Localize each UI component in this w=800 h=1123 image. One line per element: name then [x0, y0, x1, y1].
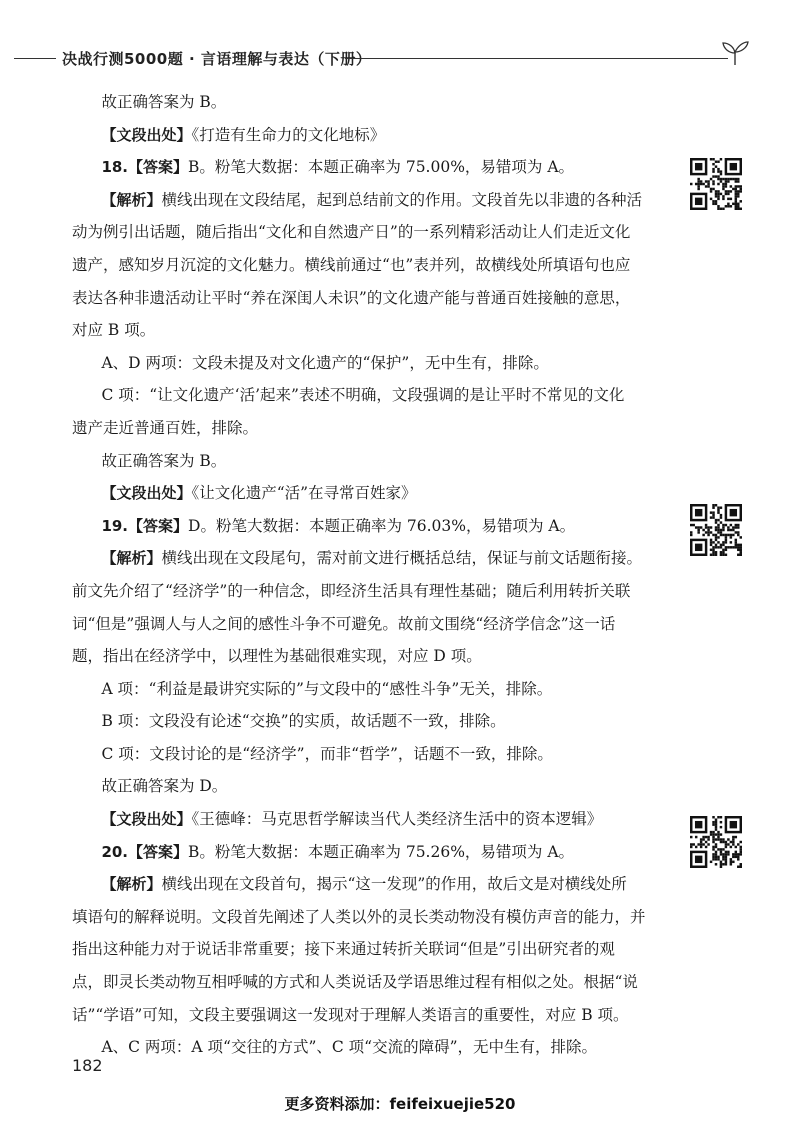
text-line [72, 412, 664, 445]
book-title: 决战行测5000题 · 言语理解与表达（下册） [62, 50, 372, 68]
text-line [72, 608, 664, 641]
text-line [72, 542, 664, 575]
text-line [72, 282, 664, 315]
line-text: 点，即灵长类动物互相呼喊的方式和人类说话及学语思维过程有相似之处。根据“说 [72, 973, 638, 992]
qr-code-question-18[interactable] [690, 158, 742, 210]
text-line [72, 216, 664, 249]
text-line [72, 184, 664, 217]
line-text: 横线出现在文段结尾，起到总结前文的作用。文段首先以非遗的各种活 [161, 190, 642, 209]
section-tag: 18.【答案】 [101, 158, 189, 177]
text-line [72, 347, 664, 380]
section-tag: 【解析】 [101, 875, 162, 894]
line-text: 前文先介绍了“经济学”的一种信念，即经济生活具有理性基础；随后利用转折关联 [72, 581, 631, 600]
running-header [0, 40, 800, 74]
text-line [72, 933, 664, 966]
section-tag: 【解析】 [101, 190, 162, 209]
answer-explanations [72, 86, 664, 1064]
line-text: 《王德峰：马克思哲学解读当代人类经济生活中的资本逻辑》 [191, 810, 603, 829]
qr-code-question-19[interactable] [690, 504, 742, 556]
section-tag: 【文段出处】 [101, 484, 192, 503]
header-rule-left [14, 58, 56, 59]
line-text: 填语句的解释说明。文段首先阐述了人类以外的灵长类动物没有模仿声音的能力，并 [72, 907, 646, 926]
text-line [72, 803, 664, 836]
section-tag: 19.【答案】 [101, 516, 189, 535]
text-line [72, 673, 664, 706]
line-text: B 项：文段没有论述“交换”的实质，故话题不一致，排除。 [101, 712, 506, 731]
line-text: 话”“学语”可知，文段主要强调这一发现对于理解人类语言的重要性，对应 B 项。 [72, 1005, 629, 1024]
text-line [72, 249, 664, 282]
section-tag: 【文段出处】 [101, 125, 192, 144]
text-line [72, 738, 664, 771]
line-text: 动为例引出话题，随后指出“文化和自然遗产日”的一系列精彩活动让人们走近文化 [72, 223, 631, 242]
text-line [72, 151, 664, 184]
text-line [72, 868, 664, 901]
line-text: 故正确答案为 B。 [101, 93, 227, 111]
line-text: D。粉笔大数据：本题正确率为 76.03%，易错项为 A。 [188, 516, 576, 535]
text-line [72, 901, 664, 934]
text-line [72, 119, 664, 152]
text-line [72, 770, 664, 803]
line-text: A、D 两项：文段未提及对文化遗产的“保护”，无中生有，排除。 [101, 353, 549, 372]
text-line [72, 445, 664, 478]
text-line [72, 836, 664, 869]
line-text: 故正确答案为 D。 [101, 777, 228, 796]
line-text: A、C 两项：A 项“交往的方式”、C 项“交流的障碍”，无中生有，排除。 [101, 1038, 598, 1057]
text-line [72, 966, 664, 999]
line-text: 指出这种能力对于说话非常重要；接下来通过转折关联词“但是”引出研究者的观 [72, 940, 615, 959]
line-text: 词“但是”强调人与人之间的感性斗争不可避免。故前文围绕“经济学信念”这一话 [72, 614, 616, 633]
text-line [72, 640, 664, 673]
text-line [72, 999, 664, 1032]
line-text: 横线出现在文段尾句，需对前文进行概括总结，保证与前文话题衔接。 [161, 549, 642, 568]
line-text: 遗产走近普通百姓，排除。 [72, 418, 259, 437]
line-text: 《打造有生命力的文化地标》 [191, 125, 386, 144]
line-text: 题，指出在经济学中，以理性为基础很难实现，对应 D 项。 [72, 647, 482, 666]
line-text: 对应 B 项。 [72, 321, 156, 340]
section-tag: 20.【答案】 [101, 842, 189, 861]
sprout-icon [720, 40, 750, 66]
text-line [72, 379, 664, 412]
text-line [72, 477, 664, 510]
text-line [72, 1031, 664, 1064]
text-line [72, 510, 664, 543]
line-text: 遗产，感知岁月沉淀的文化魅力。横线前通过“也”表并列，故横线处所填语句也应 [72, 255, 631, 274]
page-number: 182 [72, 1056, 103, 1075]
line-text: 《让文化遗产“活”在寻常百姓家》 [191, 484, 417, 503]
line-text: A 项：“利益是最讲究实际的”与文段中的“感性斗争”无关，排除。 [101, 679, 553, 698]
text-line [72, 86, 664, 119]
text-line [72, 314, 664, 347]
section-tag: 【解析】 [101, 549, 162, 568]
line-text: 横线出现在文段首句，揭示“这一发现”的作用，故后文是对横线处所 [161, 875, 627, 894]
section-tag: 【文段出处】 [101, 810, 192, 829]
line-text: 表达各种非遗活动让平时“养在深闺人未识”的文化遗产能与普通百姓接触的意思， [72, 288, 631, 307]
qr-code-question-20[interactable] [690, 816, 742, 868]
line-text: C 项：文段讨论的是“经济学”，而非“哲学”，话题不一致，排除。 [101, 744, 553, 763]
line-text: B。粉笔大数据：本题正确率为 75.00%，易错项为 A。 [188, 158, 575, 177]
header-rule-right [345, 58, 728, 59]
line-text: 故正确答案为 B。 [101, 451, 227, 470]
line-text: C 项：“让文化遗产‘活’起来”表述不明确，文段强调的是让平时不常见的文化 [101, 386, 625, 405]
text-line [72, 705, 664, 738]
text-line [72, 575, 664, 608]
line-text: B。粉笔大数据：本题正确率为 75.26%，易错项为 A。 [188, 842, 575, 861]
footer-contact-note: 更多资料添加：feifeixuejie520 [284, 1095, 516, 1113]
